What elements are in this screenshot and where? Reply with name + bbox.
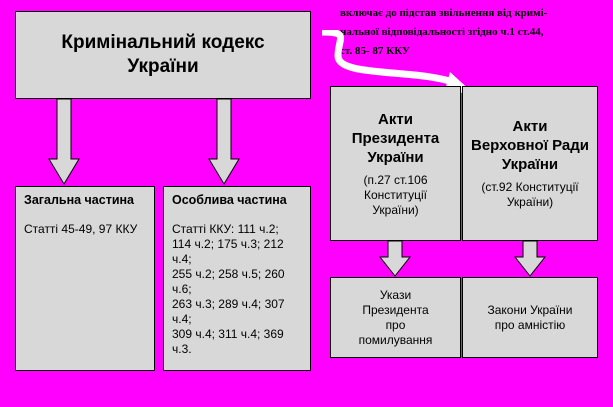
note-line-3: ст. 85- 87 ККУ xyxy=(340,45,410,57)
note-line-2: нальної відповідальності згідно ч.1 ст.44, xyxy=(340,26,544,38)
president-acts-box xyxy=(330,86,461,241)
special-part-body-line-2: 114 ч.2; 175 ч.3; 212 ч.4; xyxy=(172,237,284,266)
rada-acts-line-2: Верховної Ради xyxy=(471,137,589,154)
rada-acts-sub-1: (ст.92 Конституції xyxy=(481,180,579,194)
rada-acts-sub-2: України) xyxy=(506,195,554,209)
arrow-title-to-general-part xyxy=(48,99,80,185)
president-decrees-line-4: помилування xyxy=(358,332,433,347)
general-part-box xyxy=(15,186,155,371)
note-line-1: включає до підстав звільнення від кримі- xyxy=(340,7,548,19)
general-part-body: Статті 45-49, 97 ККУ xyxy=(24,222,138,236)
president-acts-line-2: Президента xyxy=(351,129,440,147)
special-part-box xyxy=(163,186,311,371)
president-decrees-line-3: про xyxy=(385,317,406,332)
title-line-2: України xyxy=(127,56,199,77)
title-line-1: Кримінальний кодекс xyxy=(61,32,265,53)
amnesty-laws-box xyxy=(462,277,598,358)
president-decrees-line-2: Президента xyxy=(362,302,429,317)
president-decrees-box xyxy=(330,277,461,358)
president-decrees-line-1: Укази xyxy=(379,287,412,302)
title-box xyxy=(15,11,311,99)
amnesty-laws-line-2: про амністію xyxy=(494,317,566,332)
arrow-title-to-special-part xyxy=(208,99,240,185)
special-part-header: Особлива частина xyxy=(172,193,287,207)
arrow-rada-acts-to-amnesty xyxy=(514,241,546,277)
president-acts-sub-2: Конституції xyxy=(364,187,427,202)
special-part-body-line-5: 309 ч.4; 311 ч.4; 369 ч.3. xyxy=(172,327,284,356)
president-acts-sub-3: України) xyxy=(372,202,419,217)
president-acts-sub-1: (п.27 ст.106 xyxy=(363,172,428,187)
arrow-president-acts-to-decrees xyxy=(379,241,411,277)
rada-acts-box xyxy=(462,86,598,241)
rada-acts-line-1: Акти xyxy=(512,118,548,135)
president-acts-line-1: Акти xyxy=(378,110,413,128)
general-part-header: Загальна частина xyxy=(24,193,135,207)
special-part-body-line-3: 255 ч.2; 258 ч.5; 260 ч.6; xyxy=(172,267,285,296)
special-part-body-line-1: Статті ККУ: 111 ч.2; xyxy=(172,222,279,236)
rada-acts-line-3: України xyxy=(501,156,559,173)
amnesty-laws-line-1: Закони України xyxy=(487,302,573,317)
president-acts-line-3: України xyxy=(367,148,424,166)
special-part-body-line-4: 263 ч.3; 289 ч.4; 307 ч.4; xyxy=(172,297,285,326)
